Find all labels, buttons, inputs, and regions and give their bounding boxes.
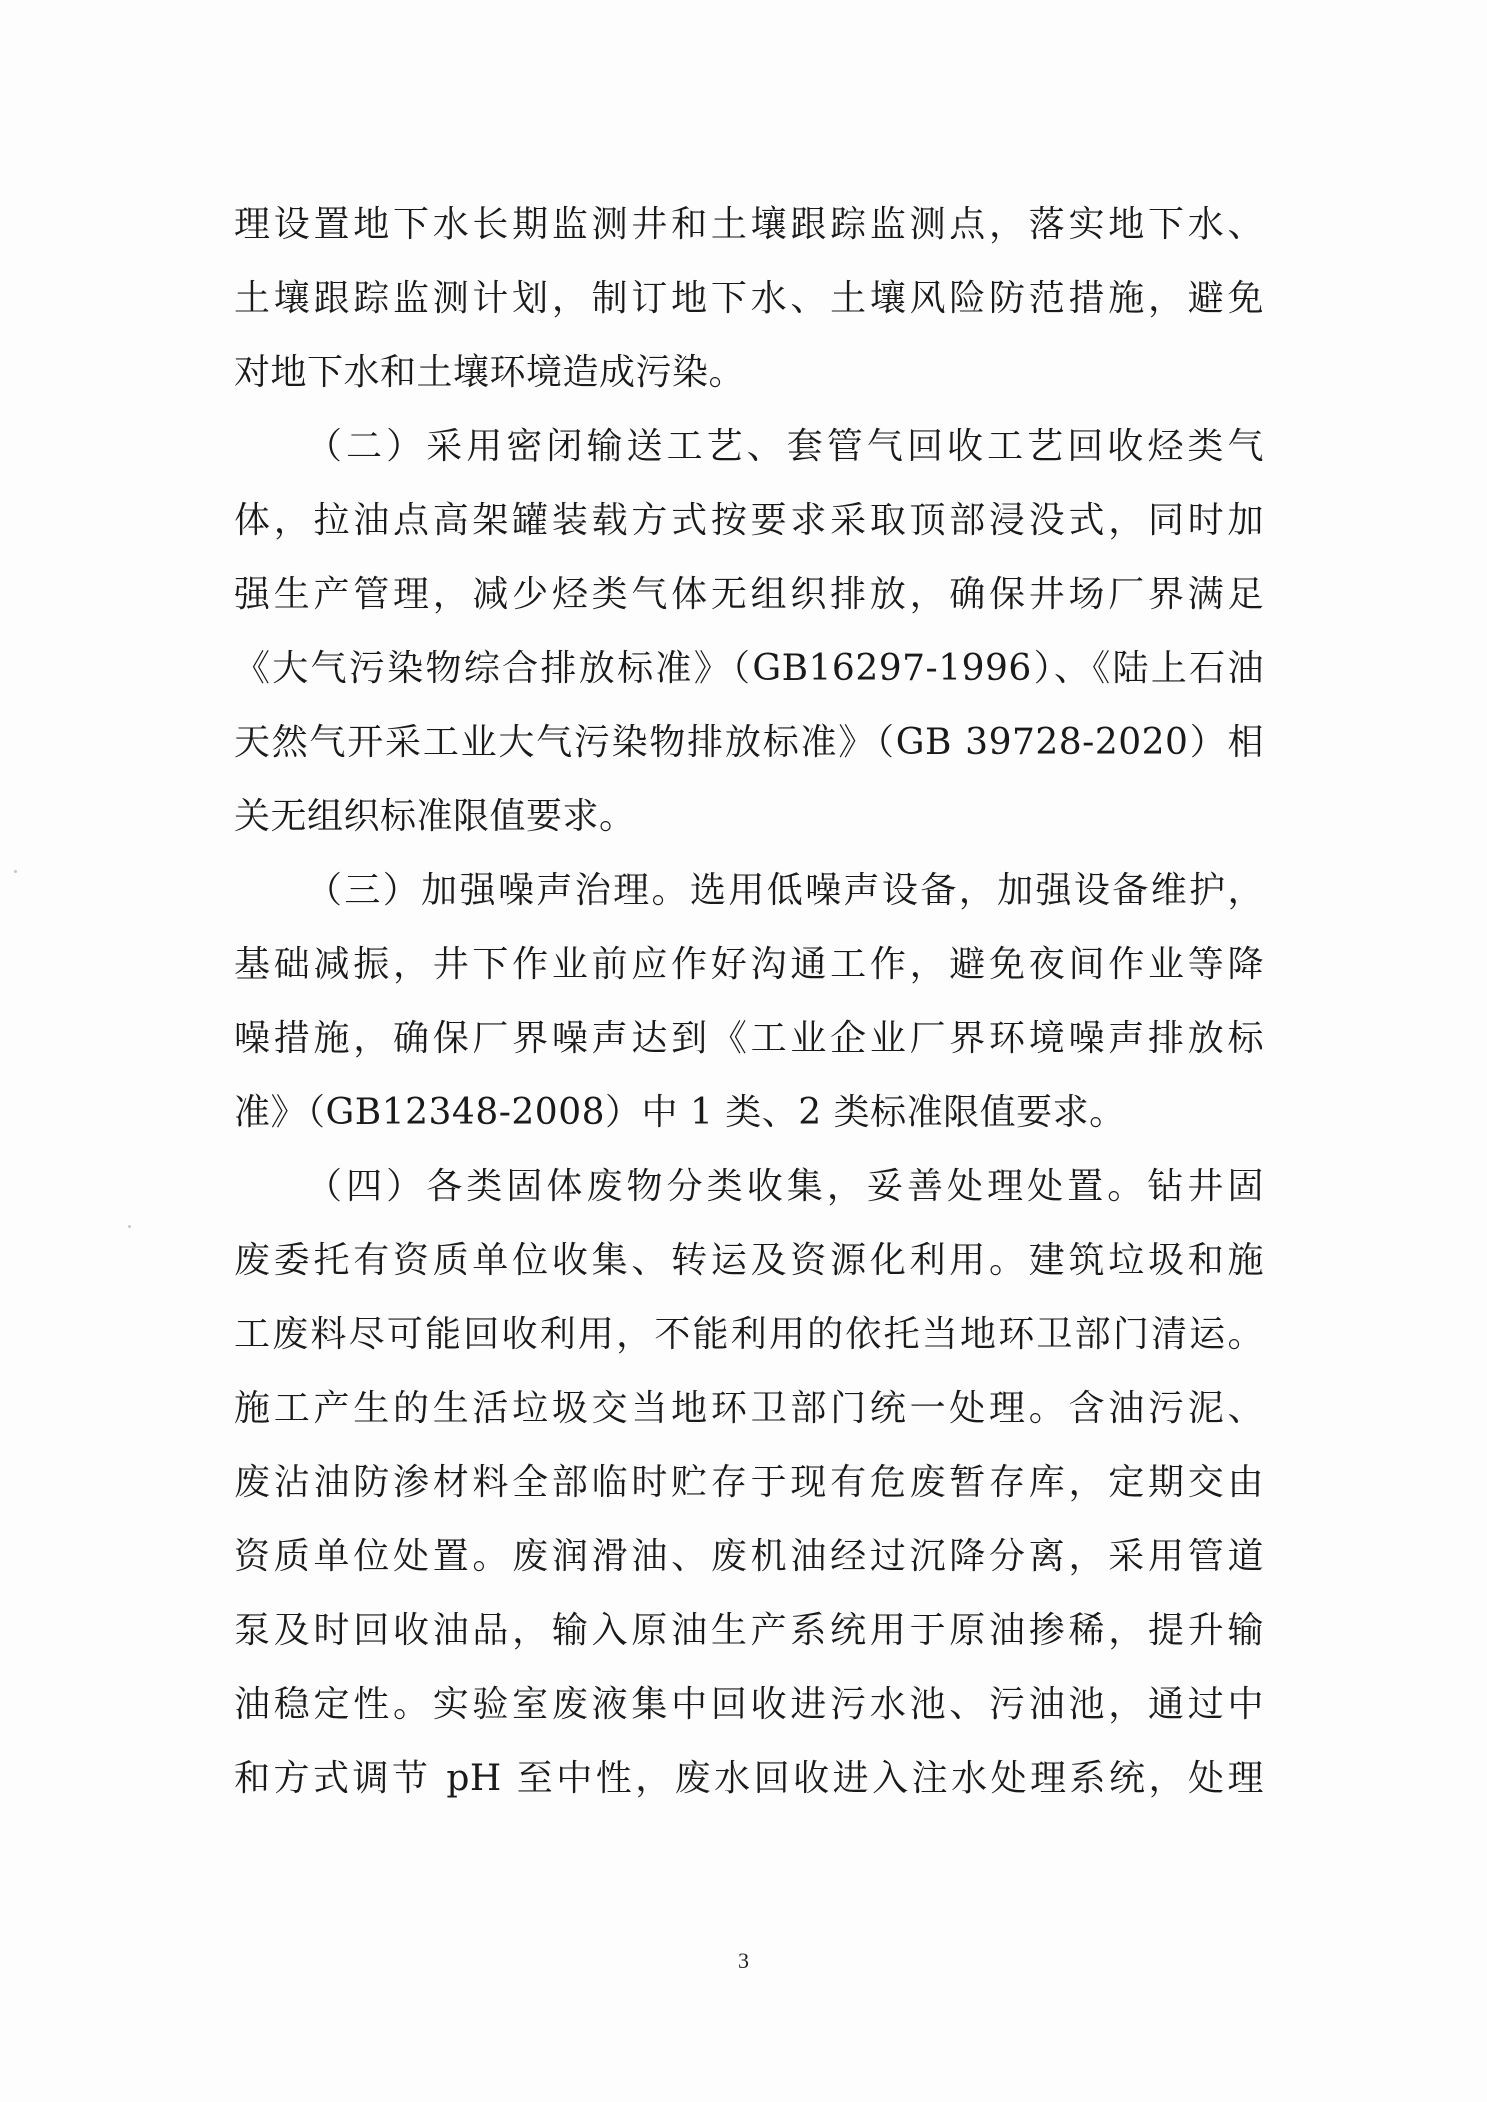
text-line: 废沾油防渗材料全部临时贮存于现有危废暂存库，定期交由 [234,1462,1264,1503]
text-line: 施工产生的生活垃圾交当地环卫部门统一处理。含油污泥、 [234,1388,1264,1429]
text-line: 工废料尽可能回收利用，不能利用的依托当地环卫部门清运。 [234,1314,1264,1355]
text-line: 理设置地下水长期监测井和土壤跟踪监测点，落实地下水、 [234,204,1264,245]
text-line: （三）加强噪声治理。选用低噪声设备，加强设备维护， [306,870,1264,911]
scan-speck [14,870,17,873]
scan-speck [128,1225,131,1228]
text-line: 《大气污染物综合排放标准》（GB16297-1996）、《陆上石油 [234,648,1264,689]
text-line: 基础减振，井下作业前应作好沟通工作，避免夜间作业等降 [234,944,1264,985]
text-line: 准》（GB12348-2008）中 1 类、2 类标准限值要求。 [234,1092,1126,1133]
text-line: 油稳定性。实验室废液集中回收进污水池、污油池，通过中 [234,1684,1264,1725]
text-line: 对地下水和土壤环境造成污染。 [234,352,746,393]
body-text [234,188,1264,1816]
text-line: 废委托有资质单位收集、转运及资源化利用。建筑垃圾和施 [234,1240,1264,1281]
page-number: 3 [738,1948,749,1973]
text-line: 噪措施，确保厂界噪声达到《工业企业厂界环境噪声排放标 [234,1018,1264,1059]
text-line: 土壤跟踪监测计划，制订地下水、土壤风险防范措施，避免 [234,278,1264,319]
text-line: （四）各类固体废物分类收集，妥善处理处置。钻井固 [306,1166,1264,1207]
text-line: 关无组织标准限值要求。 [234,796,636,837]
text-line: 体，拉油点高架罐装载方式按要求采取顶部浸没式，同时加 [234,500,1264,541]
text-line: （二）采用密闭输送工艺、套管气回收工艺回收烃类气 [306,426,1264,467]
text-line: 天然气开采工业大气污染物排放标准》（GB 39728-2020）相 [234,722,1264,763]
text-line: 强生产管理，减少烃类气体无组织排放，确保井场厂界满足 [234,574,1264,615]
text-line: 泵及时回收油品，输入原油生产系统用于原油掺稀，提升输 [234,1610,1264,1651]
text-line: 和方式调节 pH 至中性，废水回收进入注水处理系统，处理 [234,1758,1264,1799]
text-line: 资质单位处置。废润滑油、废机油经过沉降分离，采用管道 [234,1536,1264,1577]
